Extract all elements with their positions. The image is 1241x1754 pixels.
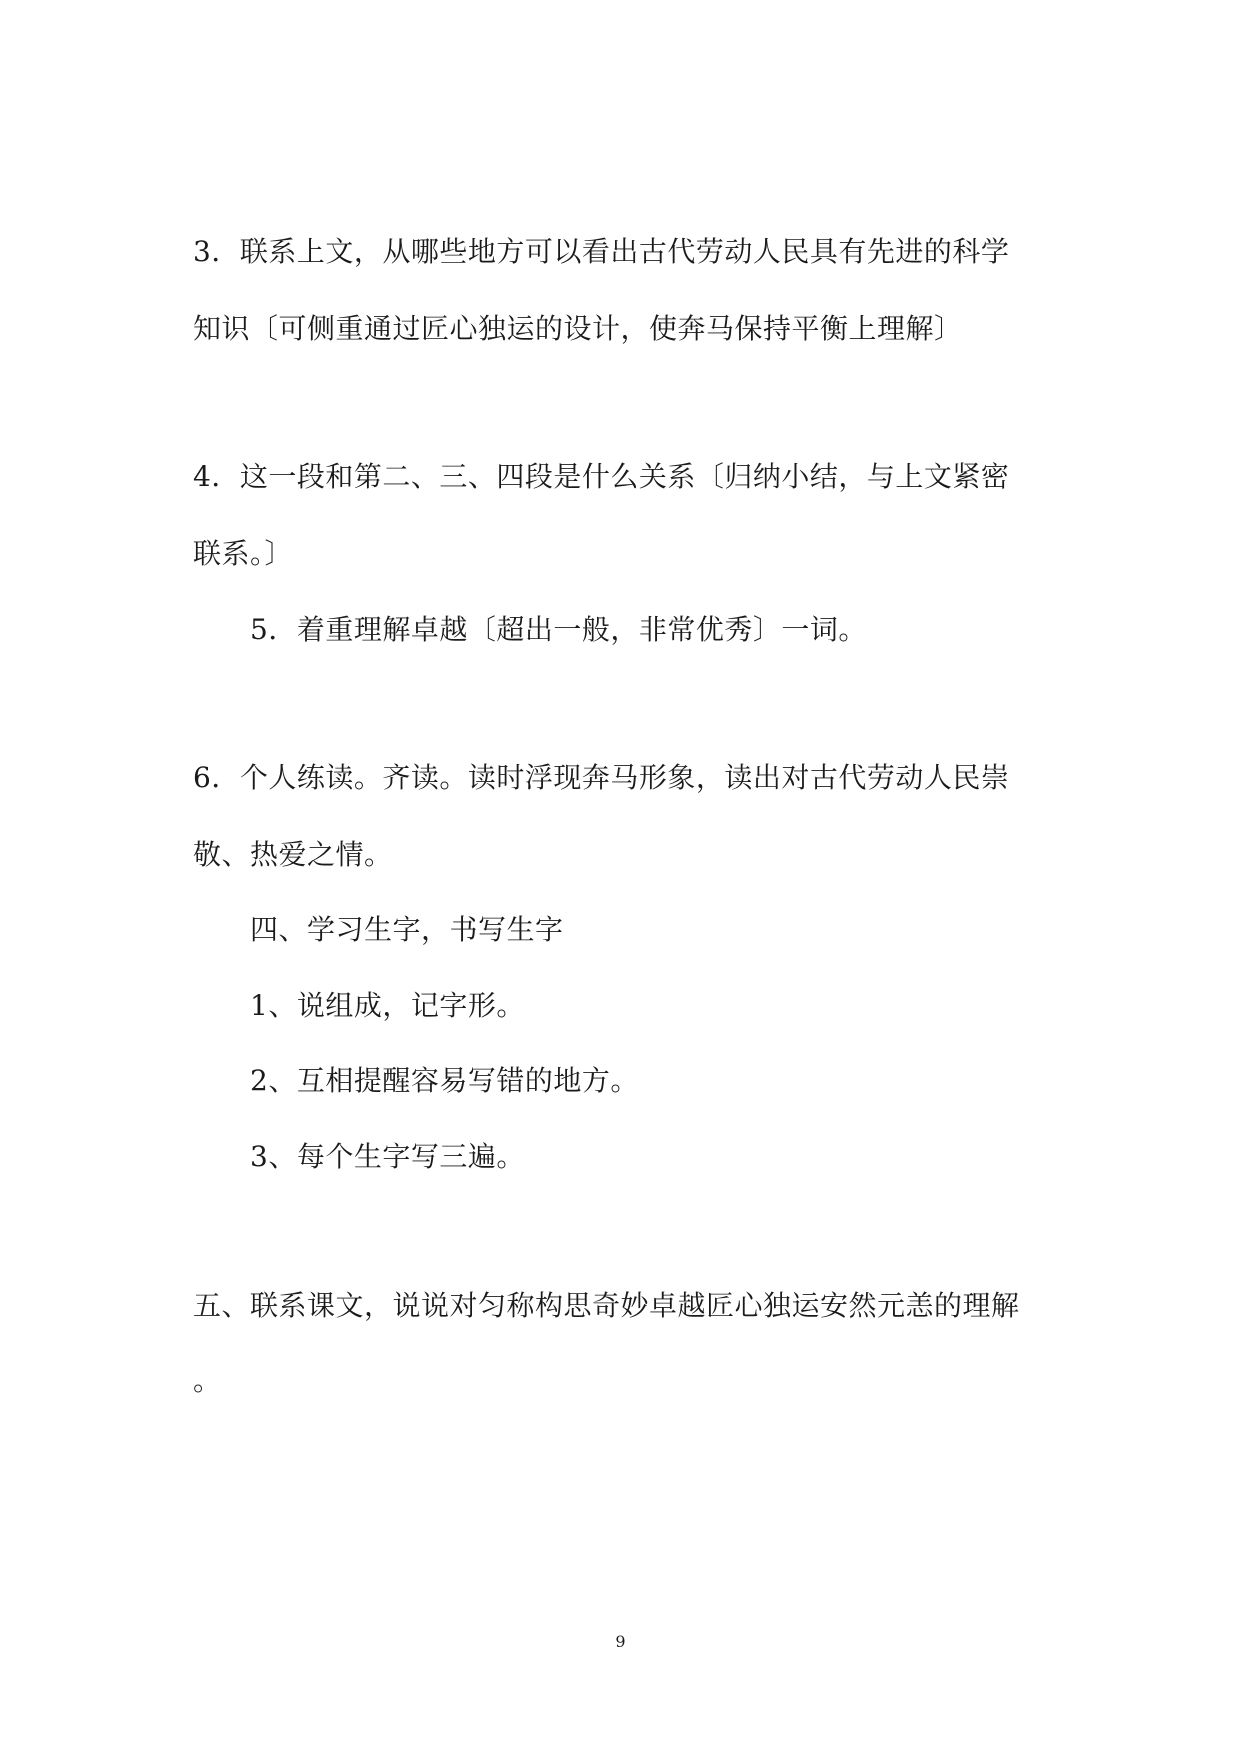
list-item-3: 3、每个生字写三遍。: [250, 1140, 525, 1173]
section-heading-4: 四、学习生字，书写生字: [250, 913, 564, 946]
paragraph-4-line-1: 4．这一段和第二、三、四段是什么关系〔归纳小结，与上文紧密: [193, 460, 1010, 493]
paragraph-6-line-1: 6．个人练读。齐读。读时浮现奔马形象，读出对古代劳动人民崇: [193, 761, 1010, 794]
paragraph-6-line-2: 敬、热爱之情。: [193, 838, 393, 871]
paragraph-5: 5．着重理解卓越〔超出一般，非常优秀〕一词。: [250, 613, 867, 646]
paragraph-3-line-2: 知识〔可侧重通过匠心独运的设计，使奔马保持平衡上理解〕: [193, 312, 963, 345]
paragraph-4-line-2: 联系。〕: [193, 537, 294, 570]
section-5-line-1: 五、联系课文，说说对匀称构思奇妙卓越匠心独运安然元恙的理解: [193, 1289, 1020, 1322]
section-5-line-2: 。: [193, 1364, 222, 1397]
list-item-1: 1、说组成，记字形。: [250, 989, 525, 1022]
page-number: 9: [615, 1632, 626, 1651]
list-item-2: 2、互相提醒容易写错的地方。: [250, 1064, 639, 1097]
paragraph-3-line-1: 3．联系上文，从哪些地方可以看出古代劳动人民具有先进的科学: [193, 235, 1010, 268]
